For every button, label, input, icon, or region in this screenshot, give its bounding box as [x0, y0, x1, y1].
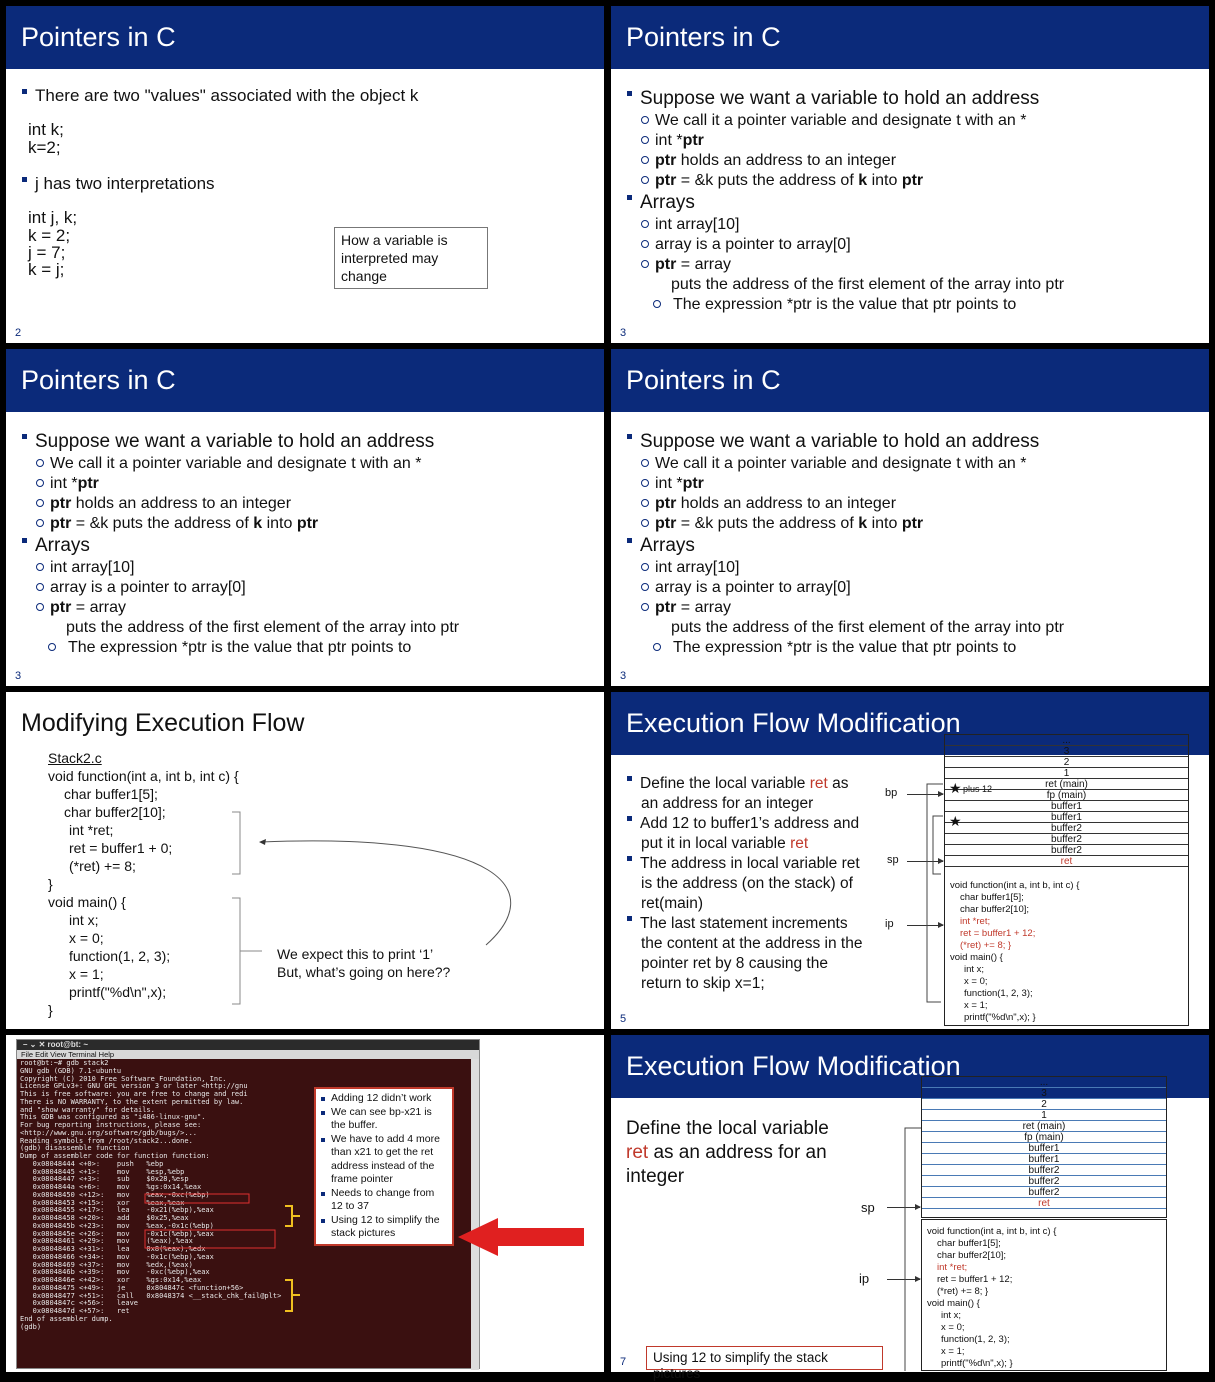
code-line: (*ret) += 8;: [69, 858, 136, 874]
flow-arrows: [611, 692, 1209, 1029]
bp-label: bp: [885, 787, 898, 799]
sub-bullet: ptr = &k puts the address of k into ptr: [641, 171, 923, 191]
stack-cell: buffer2: [945, 834, 1188, 845]
code-line: int *ret;: [937, 1262, 968, 1273]
code-line: function(1, 2, 3);: [964, 988, 1033, 999]
bullet: Define the local variable ret as: [627, 774, 849, 794]
slide-title: Modifying Execution Flow: [21, 709, 305, 737]
star-icon: ★: [949, 813, 962, 829]
bullet-cont: the content at the address in the: [641, 935, 863, 952]
sub-bullet: int *ptr: [36, 474, 99, 494]
slide-title: Pointers in C: [611, 349, 1209, 412]
stack-cell: 1: [922, 1110, 1166, 1121]
slide-title: Pointers in C: [611, 6, 1209, 69]
stack-cell: buffer2: [945, 823, 1188, 834]
bullet: The last statement increments: [627, 914, 848, 934]
bullet: There are two "values" associated with the object k: [22, 86, 418, 106]
code-line: x = 1;: [69, 966, 104, 982]
page-number: 3: [620, 327, 627, 339]
sub-bullet: ptr = &k puts the address of k into ptr: [36, 514, 318, 534]
slide-title: Pointers in C: [6, 6, 604, 69]
sub-bullet: int *ptr: [641, 474, 704, 494]
bullet-cont: ret(main): [641, 895, 704, 912]
sub-bullet: We call it a pointer variable and designate t with an *: [36, 454, 421, 474]
ip-label: ip: [885, 918, 894, 930]
stack-cell: 3: [945, 746, 1188, 757]
page-number: 3: [15, 670, 22, 682]
terminal-menubar[interactable]: File Edit View Terminal Help: [17, 1050, 479, 1059]
code-line: x = 0;: [69, 930, 104, 946]
code-line: char buffer1[5];: [960, 892, 1024, 903]
plus-label: plus 12: [963, 784, 993, 794]
slide-exec-flow-2: [611, 1035, 1209, 1381]
window-controls[interactable]: – ⌄ ✕: [23, 1040, 48, 1049]
slide-pointers: [611, 6, 1209, 343]
stack-cell: ...: [945, 735, 1188, 746]
slide-title: Execution Flow Modification: [611, 692, 1209, 755]
code-line: (*ret) += 8; }: [960, 940, 1012, 951]
question-text: But, what’s going on here??: [277, 964, 451, 980]
code-line: char buffer2[10];: [937, 1250, 1007, 1261]
code-line: function(1, 2, 3);: [69, 948, 171, 964]
slide-gdb-terminal: [6, 1035, 604, 1372]
code-line: void function(int a, int b, int c) {: [48, 768, 239, 784]
terminal-output[interactable]: root@bt:~# gdb stack2 GNU gdb (GDB) 7.1-ubuntu Copyright (C) 2010 Free Software Foundation, Inc. License GPLv3+: GNU GPL version 3 or later <http://gnu This is free software: you are free to change and redi There is NO WARRANTY, to the extent permitted by law. and "show warranty" for details. This GDB was configured as "i486-linux-gnu". For bug reporting instructions, please see: <http://www.gnu.org/software/gdb/bugs/>... Reading symbols from /root/stack2...done. (gdb) disassemble function Dump of assembler code for function function: 0x08048444 <+0>: push %ebp 0x08048445 <+1>: mov %esp,%ebp 0x08048447 <+3>: sub $0x28,%esp 0x0804844a <+6>: mov %gs:0x14,%eax 0x08048450 <+12>: mov %eax,-0xc(%ebp) 0x08048453 <+15>: xor %eax,%eax 0x08048455 <+17>: lea -0x21(%ebp),%eax 0x08048458 <+20>: add $0x25,%eax 0x0804845b <+23>: mov %eax,-0x1c(%ebp) 0x0804845e <+26>: mov -0x1c(%ebp),%eax 0x08048461 <+29>: mov (%eax),%eax 0x08048463 <+31>: lea 0x8(%eax),%edx 0x08048466 <+34>: mov -0x1c(%ebp),%eax 0x08048469 <+37>: mov %edx,(%eax) 0x0804846b <+39>: mov -0xc(%ebp),%eax 0x0804846e <+42>: xor %gs:0x14,%eax 0x08048475 <+49>: je 0x804847c <function+56> 0x08048477 <+51>: call 0x8048374 <__stack_chk_fail@plt> 0x0804847c <+56>: leave 0x0804847d <+57>: ret End of assembler dump. (gdb): [20, 1059, 282, 1331]
sp-label: sp: [861, 1200, 875, 1215]
code-line: char buffer1[5];: [937, 1238, 1001, 1249]
code-line: k = 2;: [28, 226, 71, 245]
bullet: Arrays: [627, 536, 695, 556]
code-line: printf("%d\n",x);: [69, 984, 167, 1000]
code-line: }: [48, 1002, 53, 1018]
code-line: }: [48, 876, 53, 892]
text-line: integer: [626, 1166, 685, 1187]
note-item: We can see bp-x21 is the buffer.: [321, 1106, 447, 1133]
sub-bullet: We call it a pointer variable and designate t with an *: [641, 111, 1026, 131]
note-box: How a variable is interpreted may change: [334, 227, 488, 289]
sub-bullet: The expression *ptr is the value that ptr points to: [653, 638, 1016, 658]
sub-bullet: ptr holds an address to an integer: [641, 151, 896, 171]
code-line: int k;: [28, 120, 64, 139]
bullet: Add 12 to buffer1’s address and: [627, 814, 859, 834]
code-line: void main() {: [950, 952, 1003, 963]
code-line: (*ret) += 8; }: [937, 1286, 989, 1297]
sub-bullet: The expression *ptr is the value that ptr points to: [48, 638, 411, 658]
page-number: 3: [620, 670, 627, 682]
stack-cell: buffer1: [922, 1154, 1166, 1165]
page-number: 5: [620, 1013, 627, 1025]
stack-cell: 2: [922, 1099, 1166, 1110]
ip-label: ip: [859, 1271, 870, 1286]
sub-bullet: The expression *ptr is the value that ptr points to: [653, 295, 1016, 315]
sub-bullet: ptr holds an address to an integer: [641, 494, 896, 514]
slide-exec-flow-1: [611, 692, 1209, 1029]
slide-pointers-intro: [6, 6, 604, 343]
code-line: void main() {: [927, 1298, 980, 1309]
slide-pointers: [6, 349, 604, 686]
code-line: char buffer2[10];: [960, 904, 1030, 915]
text-line: puts the address of the first element of the array into ptr: [671, 276, 1065, 293]
stack-cell: fp (main): [945, 790, 1188, 801]
code-line: k=2;: [28, 138, 61, 157]
stack-cell: ...: [922, 1077, 1166, 1088]
text-line: ret as an address for an: [626, 1142, 827, 1163]
stack-cell: buffer1: [945, 812, 1188, 823]
slide-title: Pointers in C: [6, 349, 604, 412]
expect-text: We expect this to print ‘1’: [277, 946, 434, 962]
code-line: x = 0;: [964, 976, 988, 987]
sub-bullet: int array[10]: [641, 215, 739, 235]
note-item: We have to add 4 more than x21 to get the ret address instead of the frame pointer: [321, 1133, 447, 1187]
code-line: x = 1;: [964, 1000, 988, 1011]
stack-cell: ret: [945, 856, 1188, 867]
code-line: function(1, 2, 3);: [941, 1334, 1010, 1345]
sp-label: sp: [887, 854, 899, 866]
highlight-overlay: [6, 1035, 604, 1372]
sub-bullet: ptr = array: [641, 598, 731, 618]
bullet-cont: return to skip x=1;: [641, 975, 765, 992]
sub-bullet: int array[10]: [36, 558, 134, 578]
stack-cell: 3: [922, 1088, 1166, 1099]
text-line: puts the address of the first element of the array into ptr: [671, 619, 1065, 636]
sub-bullet: We call it a pointer variable and designate t with an *: [641, 454, 1026, 474]
code-line: int *ret;: [69, 822, 114, 838]
code-line: int *ret;: [960, 916, 991, 927]
caption-box: Using 12 to simplify the stack pictures: [646, 1346, 883, 1370]
code-line: int x;: [941, 1310, 962, 1321]
page-number: 2: [15, 327, 22, 339]
flow-arrows: [611, 1035, 1209, 1372]
code-line: ret = buffer1 + 12;: [960, 928, 1036, 939]
sub-bullet: ptr = array: [36, 598, 126, 618]
sub-bullet: int *ptr: [641, 131, 704, 151]
text-line: Define the local variable: [626, 1118, 829, 1139]
code-line: int j, k;: [28, 208, 78, 227]
page-number: 7: [620, 1356, 627, 1368]
sub-bullet: ptr = array: [641, 255, 731, 275]
bullet-cont: put it in local variable ret: [641, 835, 809, 852]
sub-bullet: ptr holds an address to an integer: [36, 494, 291, 514]
bullet: Arrays: [22, 536, 90, 556]
bullet: Suppose we want a variable to hold an address: [22, 432, 434, 452]
stack-cell: buffer2: [945, 845, 1188, 856]
stack-cell: buffer2: [922, 1187, 1166, 1198]
slide-title: Execution Flow Modification: [611, 1035, 1209, 1098]
bullet: Arrays: [627, 193, 695, 213]
bullet: j has two interpretations: [22, 174, 215, 194]
stack-cell: 1: [945, 768, 1188, 779]
note-item: Using 12 to simplify the stack pictures: [321, 1214, 447, 1241]
stack-cell: ret (main): [922, 1121, 1166, 1132]
stack-cell: 2: [945, 757, 1188, 768]
bullet-cont: an address for an integer: [641, 795, 814, 812]
terminal-titlebar[interactable]: – ⌄ ✕ root@bt: ~: [17, 1040, 479, 1050]
stack-cell: buffer1: [922, 1143, 1166, 1154]
file-name: Stack2.c: [48, 750, 102, 766]
stack-cell: ret (main): [945, 779, 1188, 790]
stack-cell: buffer2: [922, 1165, 1166, 1176]
code-line: void function(int a, int b, int c) {: [927, 1226, 1057, 1237]
code-line: char buffer2[10];: [64, 804, 166, 820]
bullet: Suppose we want a variable to hold an address: [627, 432, 1039, 452]
code-line: void function(int a, int b, int c) {: [950, 880, 1080, 891]
code-line: ret = buffer1 + 12;: [937, 1274, 1013, 1285]
stack-cell: fp (main): [922, 1132, 1166, 1143]
code-line: ret = buffer1 + 0;: [69, 840, 173, 856]
bullet: The address in local variable ret: [627, 854, 860, 874]
slide-modifying-flow: [6, 692, 604, 1029]
bullet-cont: is the address (on the stack) of: [641, 875, 853, 892]
stack-cell: buffer2: [922, 1176, 1166, 1187]
note-item: Adding 12 didn’t work: [321, 1092, 447, 1106]
text-line: puts the address of the first element of the array into ptr: [66, 619, 460, 636]
sub-bullet: array is a pointer to array[0]: [36, 578, 246, 598]
code-line: k = j;: [28, 260, 65, 279]
note-item: Needs to change from 12 to 37: [321, 1187, 447, 1214]
sub-bullet: array is a pointer to array[0]: [641, 578, 851, 598]
sub-bullet: ptr = &k puts the address of k into ptr: [641, 514, 923, 534]
stack-cell: ret: [922, 1198, 1166, 1209]
code-line: j = 7;: [28, 243, 66, 262]
code-line: int x;: [69, 912, 99, 928]
stack-cell: buffer1: [945, 801, 1188, 812]
star-icon: ★: [949, 780, 962, 796]
bullet-cont: pointer ret by 8 causing the: [641, 955, 828, 972]
code-line: void main() {: [48, 894, 126, 910]
code-line: char buffer1[5];: [64, 786, 158, 802]
code-line: x = 0;: [941, 1322, 965, 1333]
code-line: x = 1;: [941, 1346, 965, 1357]
slide-pointers: [611, 349, 1209, 686]
code-line: int x;: [964, 964, 985, 975]
code-line: printf("%d\n",x); }: [941, 1358, 1013, 1369]
bullet: Suppose we want a variable to hold an address: [627, 89, 1039, 109]
code-line: printf("%d\n",x); }: [964, 1012, 1036, 1023]
sub-bullet: array is a pointer to array[0]: [641, 235, 851, 255]
sub-bullet: int array[10]: [641, 558, 739, 578]
